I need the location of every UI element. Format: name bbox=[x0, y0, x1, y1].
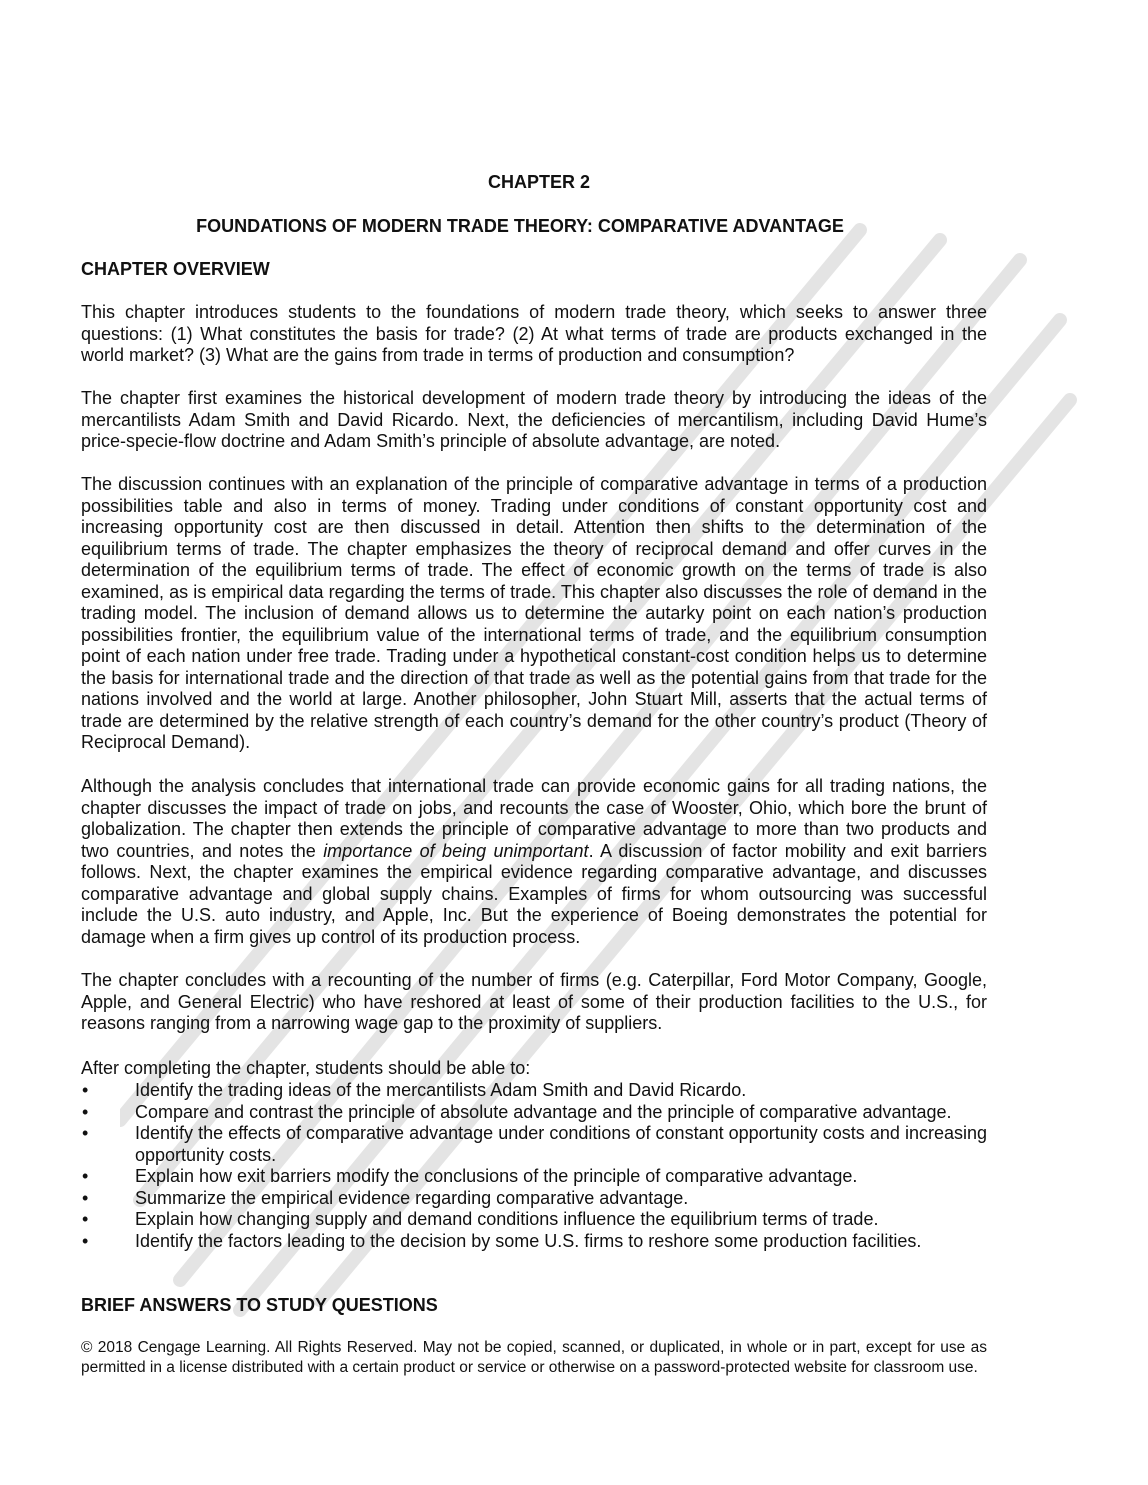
objective-text: Explain how changing supply and demand conditions influence the equilibrium terms of trade. bbox=[135, 1209, 879, 1229]
copyright-notice: © 2018 Cengage Learning. All Rights Reserved. May not be copied, scanned, or duplicated, in whole or in part, except for use as permitted in a license distributed with a certain product or service or otherwise on a password-protected website for classroom use. bbox=[81, 1339, 987, 1376]
chapter-title: FOUNDATIONS OF MODERN TRADE THEORY: COMPARATIVE ADVANTAGE bbox=[196, 216, 844, 236]
bullet-glyph: • bbox=[82, 1166, 89, 1186]
objectives-list bbox=[81, 1080, 987, 1252]
objective-item bbox=[81, 1123, 987, 1166]
bullet-glyph: • bbox=[82, 1123, 89, 1143]
bullet-glyph: • bbox=[82, 1187, 89, 1208]
overview-heading: CHAPTER OVERVIEW bbox=[81, 259, 270, 279]
paragraph-4-text-start: Although the analysis concludes that international trade can provide economic gains for all trading nations, the chapter discusses the impact of trade on jobs, and recounts the case of Wooster, Ohio, which bore the brunt of globalization. The chapter then extends the principle of comparative advantage to more than two products and two countries, and notes the bbox=[81, 776, 987, 861]
overview-paragraph-1: This chapter introduces students to the foundations of modern trade theory, which seeks to answer three questions: (1) What constitutes the basis for trade? (2) At what terms of trade are products exchanged in the world market? (3) What are the gains from trade in terms of production and consumption? bbox=[81, 302, 987, 365]
objective-text: Identify the trading ideas of the mercantilists Adam Smith and David Ricardo. bbox=[135, 1080, 747, 1100]
objective-text: Compare and contrast the principle of absolute advantage and the principle of comparative advantage. bbox=[135, 1101, 952, 1122]
objective-item bbox=[81, 1102, 987, 1124]
overview-paragraph-4 bbox=[81, 776, 987, 948]
bullet-glyph: • bbox=[82, 1230, 89, 1251]
bullet-glyph: • bbox=[82, 1209, 89, 1229]
objective-item bbox=[81, 1209, 987, 1231]
objective-text: Identify the effects of comparative advantage under conditions of constant opportunity costs and increasing opportunity costs. bbox=[135, 1123, 987, 1165]
paragraph-4-text-end: . A discussion of factor mobility and exit barriers follows. Next, the chapter examines the empirical evidence regarding comparative advantage, and discusses comparative advantage and global supply chains. Examples of firms for whom outsourcing was successful include the U.S. auto industry, and Apple, Inc. But the experience of Boeing demonstrates the potential for damage when a firm gives up control of its production process. bbox=[81, 840, 987, 947]
overview-paragraph-3: The discussion continues with an explanation of the principle of comparative advantage in terms of a production possibilities table and also in terms of money. Trading under conditions of constant opportunity cost and increasing opportunity cost are then discussed in detail. Attention then shifts to the determination of the equilibrium terms of trade. The chapter emphasizes the theory of reciprocal demand and offer curves in the determination of the equilibrium terms of trade. The effect of economic growth on the terms of trade is also examined, as is empirical data regarding the terms of trade. This chapter also discusses the role of demand in the trading model. The inclusion of demand allows us to determine the autarky point on each nation’s production possibilities frontier, the equilibrium value of the international terms of trade, and the equilibrium consumption point of each nation under free trade. Trading under a hypothetical constant-cost condition helps us to determine the basis for international trade and the direction of that trade as well as the potential gains from that trade for the nations involved and the world at large. Another philosopher, John Stuart Mill, asserts that the actual terms of trade are determined by the relative strength of each country’s demand for the other country’s product (Theory of Reciprocal Demand). bbox=[81, 474, 987, 752]
objective-text: Identify the factors leading to the decision by some U.S. firms to reshore some production facilities. bbox=[135, 1230, 922, 1251]
objective-text: Explain how exit barriers modify the conclusions of the principle of comparative advantage. bbox=[135, 1166, 858, 1186]
bullet-glyph: • bbox=[82, 1080, 89, 1100]
objective-item bbox=[81, 1166, 987, 1188]
paragraph-4-italic-phrase: importance of being unimportant bbox=[323, 840, 589, 861]
objective-item bbox=[81, 1080, 987, 1102]
objective-item bbox=[81, 1188, 987, 1210]
objective-item bbox=[81, 1231, 987, 1253]
objectives-intro: After completing the chapter, students should be able to: bbox=[81, 1058, 531, 1078]
overview-paragraph-2: The chapter first examines the historical development of modern trade theory by introducing the ideas of the mercantilists Adam Smith and David Ricardo. Next, the deficiencies of mercantilism, including David Hume’s price-specie-flow doctrine and Adam Smith’s principle of absolute advantage, are noted. bbox=[81, 388, 987, 451]
answers-heading: BRIEF ANSWERS TO STUDY QUESTIONS bbox=[81, 1295, 438, 1315]
overview-paragraph-5: The chapter concludes with a recounting of the number of firms (e.g. Caterpillar, Ford Motor Company, Google, Apple, and General Electric) who have reshored at least of some of their production facilities to the U.S., for reasons ranging from a narrowing wage gap to the proximity of suppliers. bbox=[81, 970, 987, 1033]
chapter-label: CHAPTER 2 bbox=[487, 172, 590, 192]
objective-text: Summarize the empirical evidence regarding comparative advantage. bbox=[135, 1187, 689, 1208]
bullet-glyph: • bbox=[82, 1101, 89, 1122]
